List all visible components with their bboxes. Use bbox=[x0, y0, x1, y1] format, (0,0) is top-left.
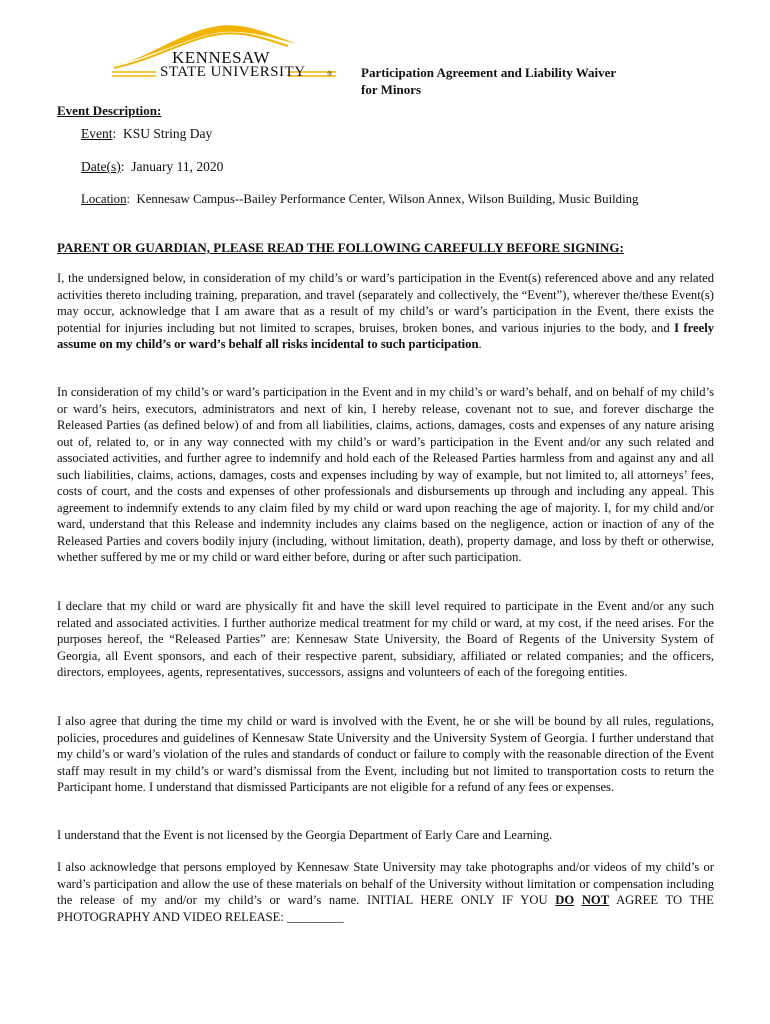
paragraph-photo-release bbox=[57, 859, 714, 925]
event-field: Event: KSU String Day bbox=[81, 126, 213, 141]
p6-not: NOT bbox=[581, 893, 610, 907]
warning-heading: PARENT OR GUARDIAN, PLEASE READ THE FOLLOWING CAREFULLY BEFORE SIGNING: bbox=[57, 240, 624, 255]
paragraph-release: In consideration of my child’s or ward’s participation in the Event and in my child’s or ward’s behalf, and on behalf of my child’s or ward’s heirs, executors, administrators and next of kin, I hereby release, covenant not to sue, and forever discharge the Released Parties (as defined below) of and from all liabilities, claims, actions, damages, costs and expenses of any nature arising out of, related to, or in any way connected with my child’s or ward’s participation in the Event and/or any such related and associated activities, and further agree to indemnify and hold each of the Released Parties harmless from and against any and all such liabilities, claims, actions, damages, costs and expenses including by way of example, but not limited to, all attorneys’ fees, costs of court, and the costs and expenses of other professionals and disbursements up through and including any appeal. This agreement to indemnify extends to any claim filed by my child or ward upon reaching the age of majority. I, for my child and/or ward, understand that this Release and indemnity includes any claims based on the negligence, action or inaction of any of the Released Parties and covers bodily injury (including, without limitation, death), property damage, and loss by theft or otherwise, whether suffered by me or my child or ward either before, during or after such participation. bbox=[57, 385, 714, 564]
p1-end: . bbox=[478, 337, 482, 351]
p6-do: DO bbox=[555, 893, 575, 907]
p6-end: AGREE TO THE PHOTOGRAPHY AND VIDEO RELEASE: _________ bbox=[57, 893, 715, 924]
document-title bbox=[361, 64, 616, 98]
paragraph-assumption-of-risk bbox=[57, 270, 714, 353]
paragraph-licensing: I understand that the Event is not licensed by the Georgia Department of Early Care and Learning. bbox=[57, 828, 553, 842]
ksu-logo bbox=[108, 22, 340, 84]
logo-line-2: STATE UNIVERSITY bbox=[160, 64, 306, 80]
dates-label: Date(s) bbox=[81, 159, 121, 174]
dates-field: Date(s): January 11, 2020 bbox=[81, 159, 224, 174]
p6-text: I also acknowledge that persons employed by Kennesaw State University may take photographs and/or videos of my child’s or ward’s participation and allow the use of these materials on behalf of the University without limitation or compensation including the release of my and/or my child’s or ward’s name. INITIAL HERE ONLY IF YOU bbox=[57, 860, 714, 907]
event-label: Event bbox=[81, 126, 113, 141]
p6-space bbox=[574, 893, 582, 907]
event-description-heading: Event Description: bbox=[57, 103, 162, 118]
location-label: Location bbox=[81, 192, 127, 206]
registered-mark: ® bbox=[327, 70, 333, 78]
p1-text: I, the undersigned below, in consideration of my child’s or ward’s participation in the Event(s) referenced above and any related activities thereto including training, preparation, and travel (separately and collectively, the “Event”), wherever the/these Event(s) may occur, acknowledge that I am aware that as a result of my child’s or ward’s participation in the Event, there exists the potential for injuries including but not limited to scrapes, bruises, broken bones, and various injuries to the body, and bbox=[57, 271, 714, 335]
paragraph-rules: I also agree that during the time my child or ward is involved with the Event, he or she will be bound by all rules, regulations, policies, procedures and guidelines of Kennesaw State University and the University System of Georgia. I further understand that my child’s or ward’s violation of the rules and standards of conduct or failure to comply with the reasonable direction of the Event staff may result in my child’s or ward’s dismissal from the Event, including but not limited to transportation costs to return the Participant home. I understand that dismissed Participants are not eligible for a refund of any fees or expenses. bbox=[57, 714, 714, 794]
title-line-2: for Minors bbox=[361, 82, 422, 97]
paragraph-released-parties: I declare that my child or ward are physically fit and have the skill level required to participate in the Event and/or any such related and associated activities. I further authorize medical treatment for my child or ward, at my cost, if the need arises. For the purposes hereof, the “Released Parties” are: Kennesaw State University, the Board of Regents of the University System of Georgia, all Event sponsors, and each of their respective parent, subsidiary, affiliated or related companies; and the officers, directors, employees, agents, representatives, successors, assigns and volunteers of each of the foregoing entities. bbox=[57, 599, 714, 679]
logo-line-1: KENNESAW bbox=[172, 48, 271, 67]
p1-bold: I freely assume on my child’s or ward’s behalf all risks incidental to such participation bbox=[57, 320, 714, 351]
event-value: KSU String Day bbox=[123, 126, 213, 141]
title-line-1: Participation Agreement and Liability Waiver bbox=[361, 65, 617, 80]
dates-value: January 11, 2020 bbox=[131, 159, 224, 174]
location-field: Location: Kennesaw Campus--Bailey Performance Center, Wilson Annex, Wilson Building, Music Building bbox=[81, 192, 639, 206]
location-value: Kennesaw Campus--Bailey Performance Center, Wilson Annex, Wilson Building, Music Building bbox=[136, 192, 639, 206]
